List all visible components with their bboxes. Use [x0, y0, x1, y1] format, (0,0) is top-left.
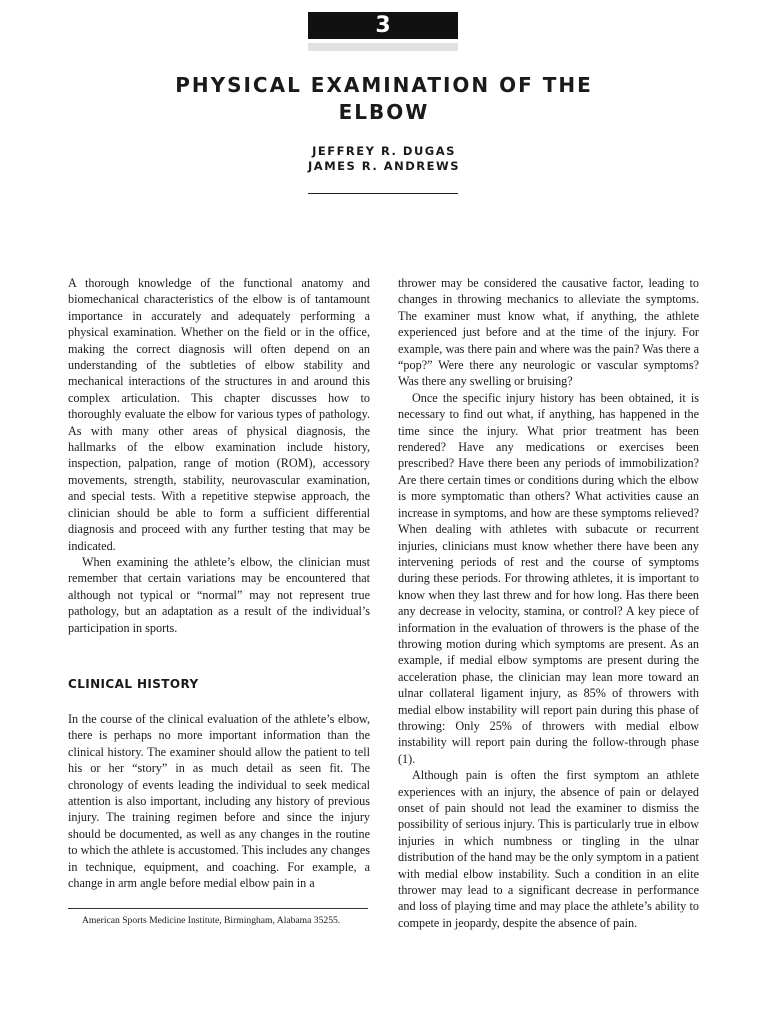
author-name: JEFFREY R. DUGAS [312, 144, 456, 158]
right-column [398, 275, 699, 931]
author-list [100, 144, 668, 174]
left-column [68, 275, 370, 891]
body-paragraph: When examining the athlete’s elbow, the clinician must remember that certain variations may be encountered that although not typical or “normal” may not represent true pathology, but an adaptation as a result of the individual’s participation in sports. [68, 554, 370, 635]
chapter-title-line2: ELBOW [338, 100, 430, 124]
footnote-divider [68, 908, 368, 909]
chapter-title [100, 72, 668, 126]
chapter-bar [308, 43, 458, 51]
body-paragraph: In the course of the clinical evaluation of the athlete’s elbow, there is perhaps no more important information than the clinical history. The examiner should allow the patient to tell his or her “story” in as much detail as seen fit. The chronology of events leading the individual to seek medical attention is also important, including any history of previous injury. The training regimen before and since the injury should be documented, as well as any changes in the routine to which the athlete is accustomed. This includes any changes in technique, equipment, and coaching. For example, a change in arm angle before medial elbow pain in a [68, 711, 370, 890]
section-heading: CLINICAL HISTORY [68, 676, 199, 691]
chapter-title-line1: PHYSICAL EXAMINATION OF THE [175, 73, 593, 97]
body-paragraph: A thorough knowledge of the functional anatomy and biomechanical characteristics of the elbow is of tantamount importance in accurately and adequately performing a physical examination. Whether on the field or in the office, making the correct diagnosis will often depend on an understanding of the subtleties of elbow stability and mechanical interactions of the structures in and around this complex articulation. This chapter discusses how to thoroughly evaluate the elbow for various types of pathology. As with many other areas of physical diagnosis, the hallmarks of the elbow examination include history, inspection, palpation, range of motion (ROM), accessory movements, strength, stability, neurovascular examination, and special tests. With a repetitive stepwise approach, the clinician should be able to form a sufficient differential diagnosis and proceed with any further testing that may be indicated. [68, 276, 370, 553]
body-paragraph: Although pain is often the first symptom an athlete experiences with an injury, the absence of pain or delayed onset of pain should not lead the examiner to dismiss the possibility of serious injury. This is particularly true in elbow injuries in which numbness or tingling in the ulnar distribution of the hand may be the only symptom in a patient with medial elbow instability. Such a condition in an elite thrower may lead to a significant decrease in performance and loss of playing time and may place the athlete’s ability to compete in jeopardy, despite the absence of pain. [398, 768, 699, 930]
body-paragraph: Once the specific injury history has been obtained, it is necessary to find out what, if anything, has happened in the time since the injury. What prior treatment has been rendered? Have any medications or exercises been prescribed? Have there been any periods of immobilization? Are there certain times or conditions during which the elbow is more symptomatic than others? What activities cause an increase in symptoms, and how are these symptoms relieved? When dealing with athletes with subacute or recurrent injuries, clinicians must know whether there have been any intervening periods of rest and the course of symptoms during these periods. For throwing athletes, it is important to know when they last threw and for how long. Has there been any decrease in velocity, stamina, or control? A key piece of information in the evaluation of throwers is the phase of the throwing motion during which symptoms are present. As an example, if medial elbow symptoms are present during the acceleration phase, the clinician may lean more toward an ulnar collateral ligament injury, as 85% of throwers with medial elbow instability will report pain during this phase of throwing: Only 25% of throwers with medial elbow instability will report pain during the follow-through phase (1). [398, 390, 699, 766]
chapter-number: 3 [308, 12, 458, 39]
body-paragraph: thrower may be considered the causative factor, leading to changes in throwing mechanics to alleviate the symptoms. The examiner must know what, if anything, the athlete experienced just before and at the time of the injury. For example, was there pain and where was the pain? Was there a “pop?” Were there any neurologic or vascular symptoms? Was there any swelling or bruising? [398, 276, 699, 389]
footnote: American Sports Medicine Institute, Birmingham, Alabama 35255. [82, 915, 341, 926]
author-name: JAMES R. ANDREWS [308, 159, 460, 173]
title-divider [308, 193, 458, 194]
